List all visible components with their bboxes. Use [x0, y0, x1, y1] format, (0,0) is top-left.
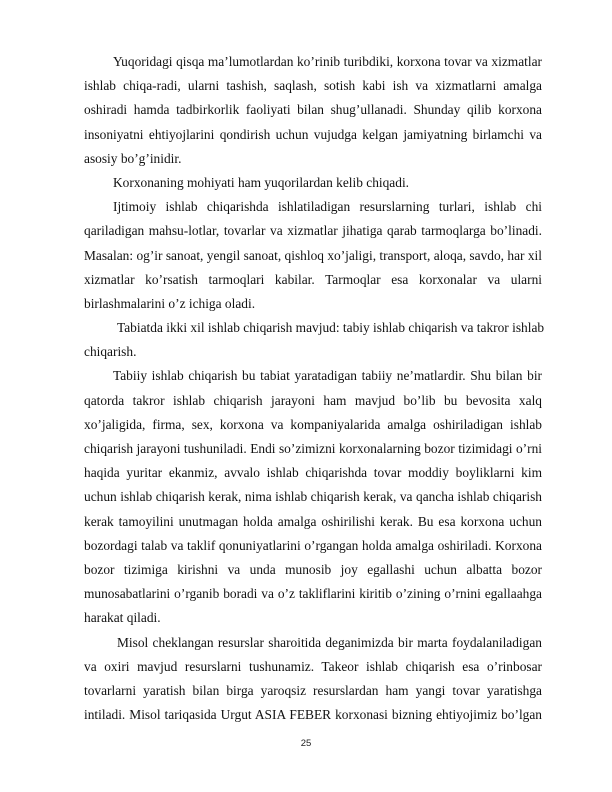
text-line: Korxonaning mohiyati ham yuqorilardan kelib chiqadi.: [113, 174, 410, 190]
text-line: tovarlarni yaratish bilan birga yaroqsiz resurslardan ham yangi tovar yaratishga: [84, 682, 542, 698]
text-line: bozordagi talab va taklif qonuniyatlarini o’rgangan holda amalga oshiriladi. Korxona: [84, 537, 542, 553]
text-line: ishlab chiqa-radi, ularni tashish, saqlash, sotish kabi ish va xizmatlarni amalga: [84, 78, 542, 94]
text-line: oshiradi hamda tadbirkorlik faoliyati bilan shug’ullanadi. Shunday qilib korxona: [84, 102, 542, 118]
text-line: Yuqoridagi qisqa ma’lumotlardan ko’rinib turibdiki, korxona tovar va xizmatlar: [113, 54, 542, 69]
text-line: chiqarish.: [84, 344, 137, 360]
page-number: 25: [300, 738, 312, 749]
text-line: asosiy bo’g’inidir.: [84, 150, 182, 166]
text-line: birlashmalarini o’z ichiga oladi.: [84, 295, 256, 311]
document-body: [84, 50, 545, 727]
text-line: haqida yuritar ekanmiz, avvalo ishlab chiqarishda tovar moddiy boyliklarni kim: [84, 465, 542, 481]
text-line: Misol cheklangan resurslar sharoitida deganimizda bir marta foydalaniladigan: [117, 634, 542, 650]
text-line: Tabiatda ikki xil ishlab chiqarish mavjud: tabiy ishlab chiqarish va takror ishlab: [117, 320, 545, 336]
text-line: intiladi. Misol tariqasida Urgut ASIA FEBER korxonasi bizning ehtiyojimiz bo’lgan: [84, 707, 542, 723]
text-line: harakat qiladi.: [84, 610, 161, 626]
text-line: chiqarish jarayoni tushuniladi. Endi so’zimizni korxonalarning bozor tizimidagi o’rni: [84, 441, 542, 456]
text-line: xizmatlar ko’rsatish tarmoqlari kabilar. Tarmoqlar esa korxonalar va ularni: [84, 271, 542, 287]
text-line: uchun ishlab chiqarish kerak, nima ishlab chiqarish kerak, va qancha ishlab chiqarish: [84, 489, 542, 505]
text-line: va oxiri mavjud resurslarni tushunamiz. Takeor ishlab chiqarish esa o’rinbosar: [84, 658, 542, 674]
text-line: xo’jaligida, firma, sex, korxona va kompaniyalarida amalga oshiriladigan ishlab: [84, 416, 542, 432]
text-line: bozor tizimiga kirishni va unda munosib joy egallashi uchun albatta bozor: [84, 561, 542, 577]
text-line: Tabiiy ishlab chiqarish bu tabiat yaratadigan tabiiy ne’matlardir. Shu bilan bir: [113, 368, 542, 384]
text-line: kerak tamoyilini unutmagan holda amalga oshirilishi kerak. Bu esa korxona uchun: [84, 513, 542, 529]
text-line: qariladigan mahsu-lotlar, tovarlar va xizmatlar jihatiga qarab tarmoqlarga bo’linadi.: [84, 223, 542, 239]
text-line: insoniyatni ehtiyojlarini qondirish uchun vujudga kelgan jamiyatning birlamchi va: [84, 126, 542, 142]
text-line: Masalan: og’ir sanoat, yengil sanoat, qishloq xo’jaligi, transport, aloqa, savdo, har xil: [84, 247, 542, 263]
text-line: Ijtimoiy ishlab chiqarishda ishlatiladigan resurslarning turlari, ishlab chi: [113, 199, 542, 215]
text-line: munosabatlarini o’rganib boradi va o’z takliflarini kiritib o’zining o’rnini egallaahga: [84, 586, 542, 602]
text-line: qatorda takror ishlab chiqarish jarayoni ham mavjud bo’lib bu bevosita xalq: [84, 392, 542, 408]
